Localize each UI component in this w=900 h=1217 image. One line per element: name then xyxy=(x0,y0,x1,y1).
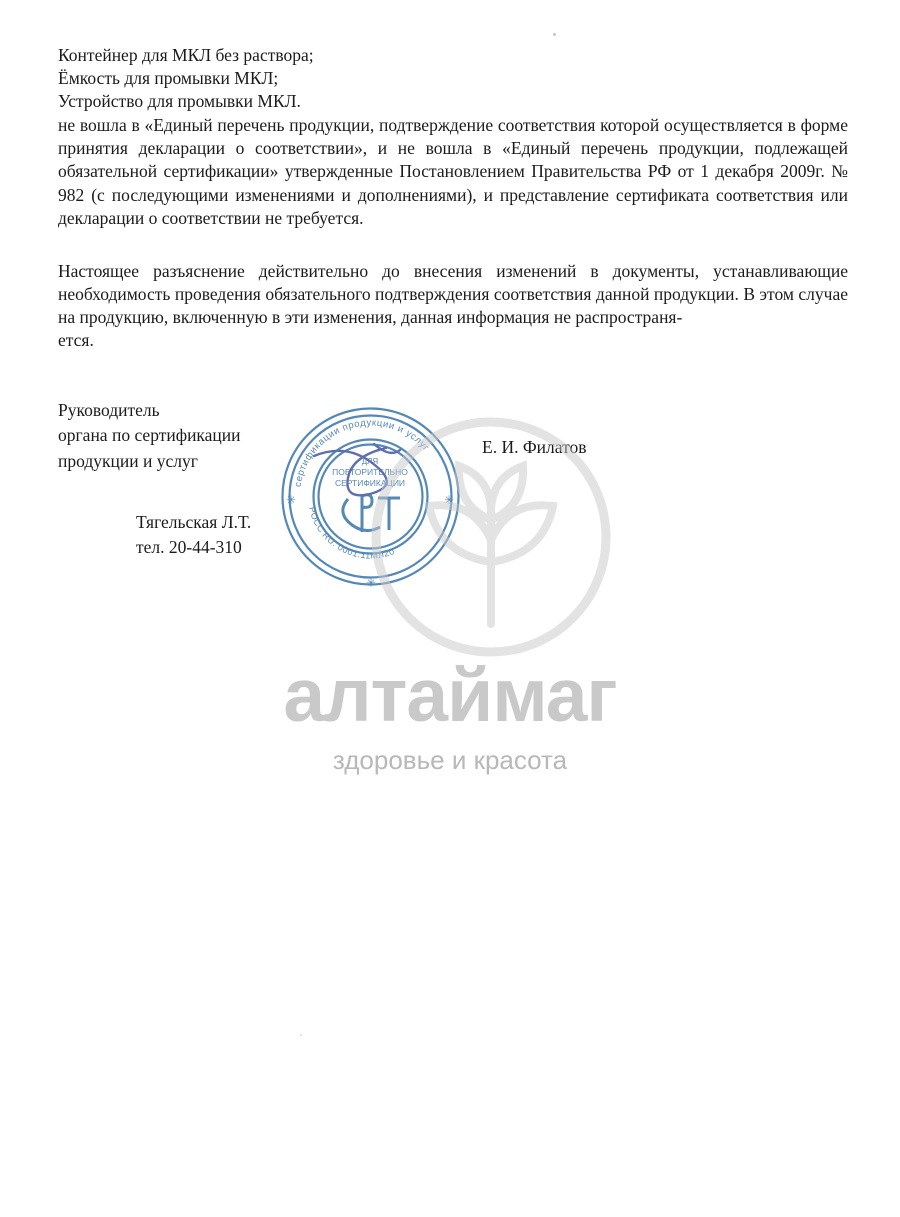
svg-text:✳: ✳ xyxy=(444,493,455,507)
contact-person-name: Тягельская Л.Т. xyxy=(136,512,252,532)
signer-name: Е. И. Филатов xyxy=(482,437,587,457)
paragraph-regulatory-basis: не вошла в «Единый перечень продукции, подтверждение соответствия которой осуществляется в форме принятия декларации о соответствии», и не вошла в «Единый перечень продукции, подлежащей обязательной сертификации» утвержденные Постановлением Правительства РФ от 1 декабря 2009г. № 982 (с последующими изменениями и дополнениями), и представление сертификата соответствия или декларации о соответствии не требуется. xyxy=(58,115,848,228)
signature-role-line: органа по сертификации xyxy=(58,425,241,446)
svg-text:✳: ✳ xyxy=(366,576,377,589)
watermark-subtitle: здоровье и красота xyxy=(332,745,568,775)
official-round-stamp xyxy=(278,404,463,589)
scan-speck xyxy=(300,1034,302,1036)
scan-speck xyxy=(553,33,556,36)
svg-text:✳: ✳ xyxy=(286,493,297,507)
signature-role-line: Руководитель xyxy=(58,400,160,420)
signature-role-line: продукции и услуг xyxy=(58,450,198,471)
contact-block xyxy=(136,510,251,561)
watermark-title: алтаймаг xyxy=(283,653,617,737)
stamp-bottom-text: РОСС RU. 0001.11МЛ20 xyxy=(307,505,397,561)
signature-role-block xyxy=(58,398,241,474)
stamp-inner-line-3: СЕРТИФИКАЦИИ xyxy=(334,478,406,488)
paragraph-validity-notice-tail: ется. xyxy=(58,330,94,351)
product-list-item: Устройство для промывки МКЛ. xyxy=(58,91,301,112)
paragraph-validity-notice: Настоящее разъяснение действительно до внесения изменений в документы, устанавливающие необходимость проведения обязательного подтверждения соответствия данной продукции. В этом случае на продукцию, включенную в эти изменения, данная информация не распространя- xyxy=(58,260,848,327)
contact-phone: тел. 20-44-310 xyxy=(136,537,242,558)
stamp-inner-line-2: ПОВТОРИТЕЛЬНО xyxy=(332,467,408,477)
product-list-item: Контейнер для МКЛ без раствора; xyxy=(58,45,314,65)
product-list-item: Ёмкость для промывки МКЛ; xyxy=(58,68,279,89)
document-text-body xyxy=(58,44,848,352)
stamp-outer-text: сертификации продукции и услуг xyxy=(292,417,432,488)
stamp-inner-line-1: ДЛЯ xyxy=(361,457,379,466)
